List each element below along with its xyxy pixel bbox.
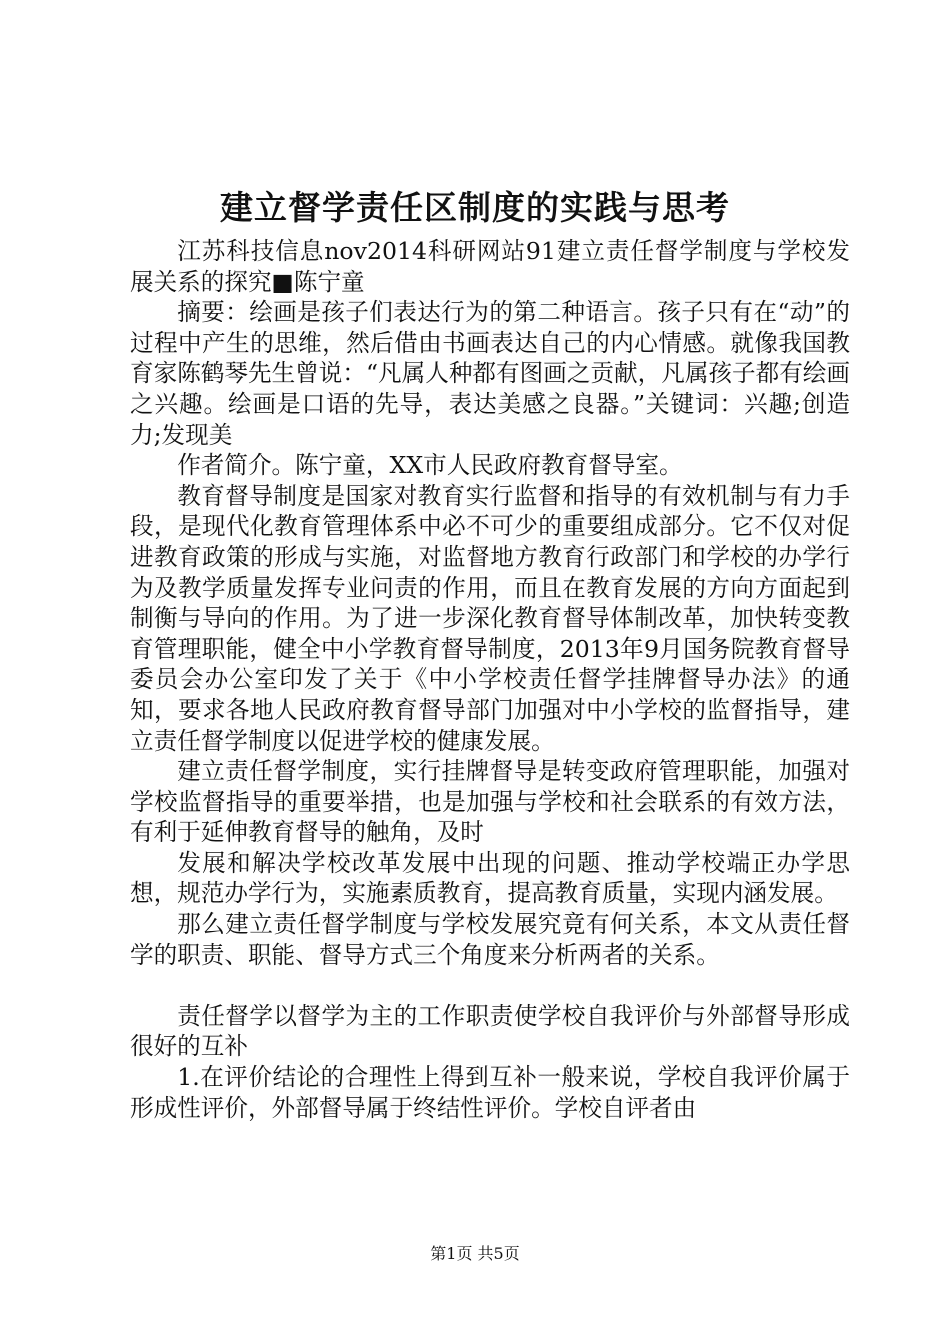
section-heading-paragraph: 责任督学以督学为主的工作职责使学校自我评价与外部督导形成很好的互补 [130, 1001, 850, 1061]
body-paragraph: 建立责任督学制度，实行挂牌督导是转变政府管理职能，加强对学校监督指导的重要举措，也是加强与学校和社会联系的有效方法，有利于延伸教育督导的触角，及时 [130, 757, 850, 847]
document-title: 建立督学责任区制度的实践与思考 [220, 188, 730, 227]
document-body [130, 236, 850, 1123]
body-paragraph: 发展和解决学校改革发展中出现的问题、推动学校端正办学思想，规范办学行为，实施素质教育，提高教育质量，实现内涵发展。 [130, 848, 850, 908]
body-paragraph: 1.在评价结论的合理性上得到互补一般来说，学校自我评价属于形成性评价，外部督导属于终结性评价。学校自评者由 [130, 1063, 850, 1122]
body-paragraph: 那么建立责任督学制度与学校发展究竟有何关系，本文从责任督学的职责、职能、督导方式三个角度来分析两者的关系。 [130, 910, 850, 969]
body-paragraph: 教育督导制度是国家对教育实行监督和指导的有效机制与有力手段，是现代化教育管理体系中必不可少的重要组成部分。它不仅对促进教育政策的形成与实施，对监督地方教育行政部门和学校的办学行为及教学质量发挥专业问责的作用，而且在教育发展的方向方面起到制衡与导向的作用。为了进一步深化教育督导体制改革，加快转变教育管理职能，健全中小学教育督导制度，2013年9月国务院教育督导委员会办公室印发了关于《中小学校责任督学挂牌督导办法》的通知，要求各地人民政府教育督导部门加强对中小学校的监督指导，建立责任督学制度以促进学校的健康发展。 [130, 481, 850, 755]
source-line-paragraph: 江苏科技信息nov2014科研网站91建立责任督学制度与学校发展关系的探究■陈宁童 [130, 237, 850, 296]
author-bio-paragraph: 作者简介。陈宁童，XX市人民政府教育督导室。 [177, 451, 683, 480]
page-footer: 第1页 共5页 [430, 1244, 520, 1263]
paragraph-spacer [130, 970, 850, 1001]
abstract-paragraph: 摘要：绘画是孩子们表达行为的第二种语言。孩子只有在“动”的过程中产生的思维，然后借由书画表达自己的内心情感。就像我国教育家陈鹤琴先生曾说：“凡属人种都有图画之贡献，凡属孩子都有绘画之兴趣。绘画是口语的先导，表达美感之良器。”关键词：兴趣;创造力;发现美 [130, 298, 850, 449]
